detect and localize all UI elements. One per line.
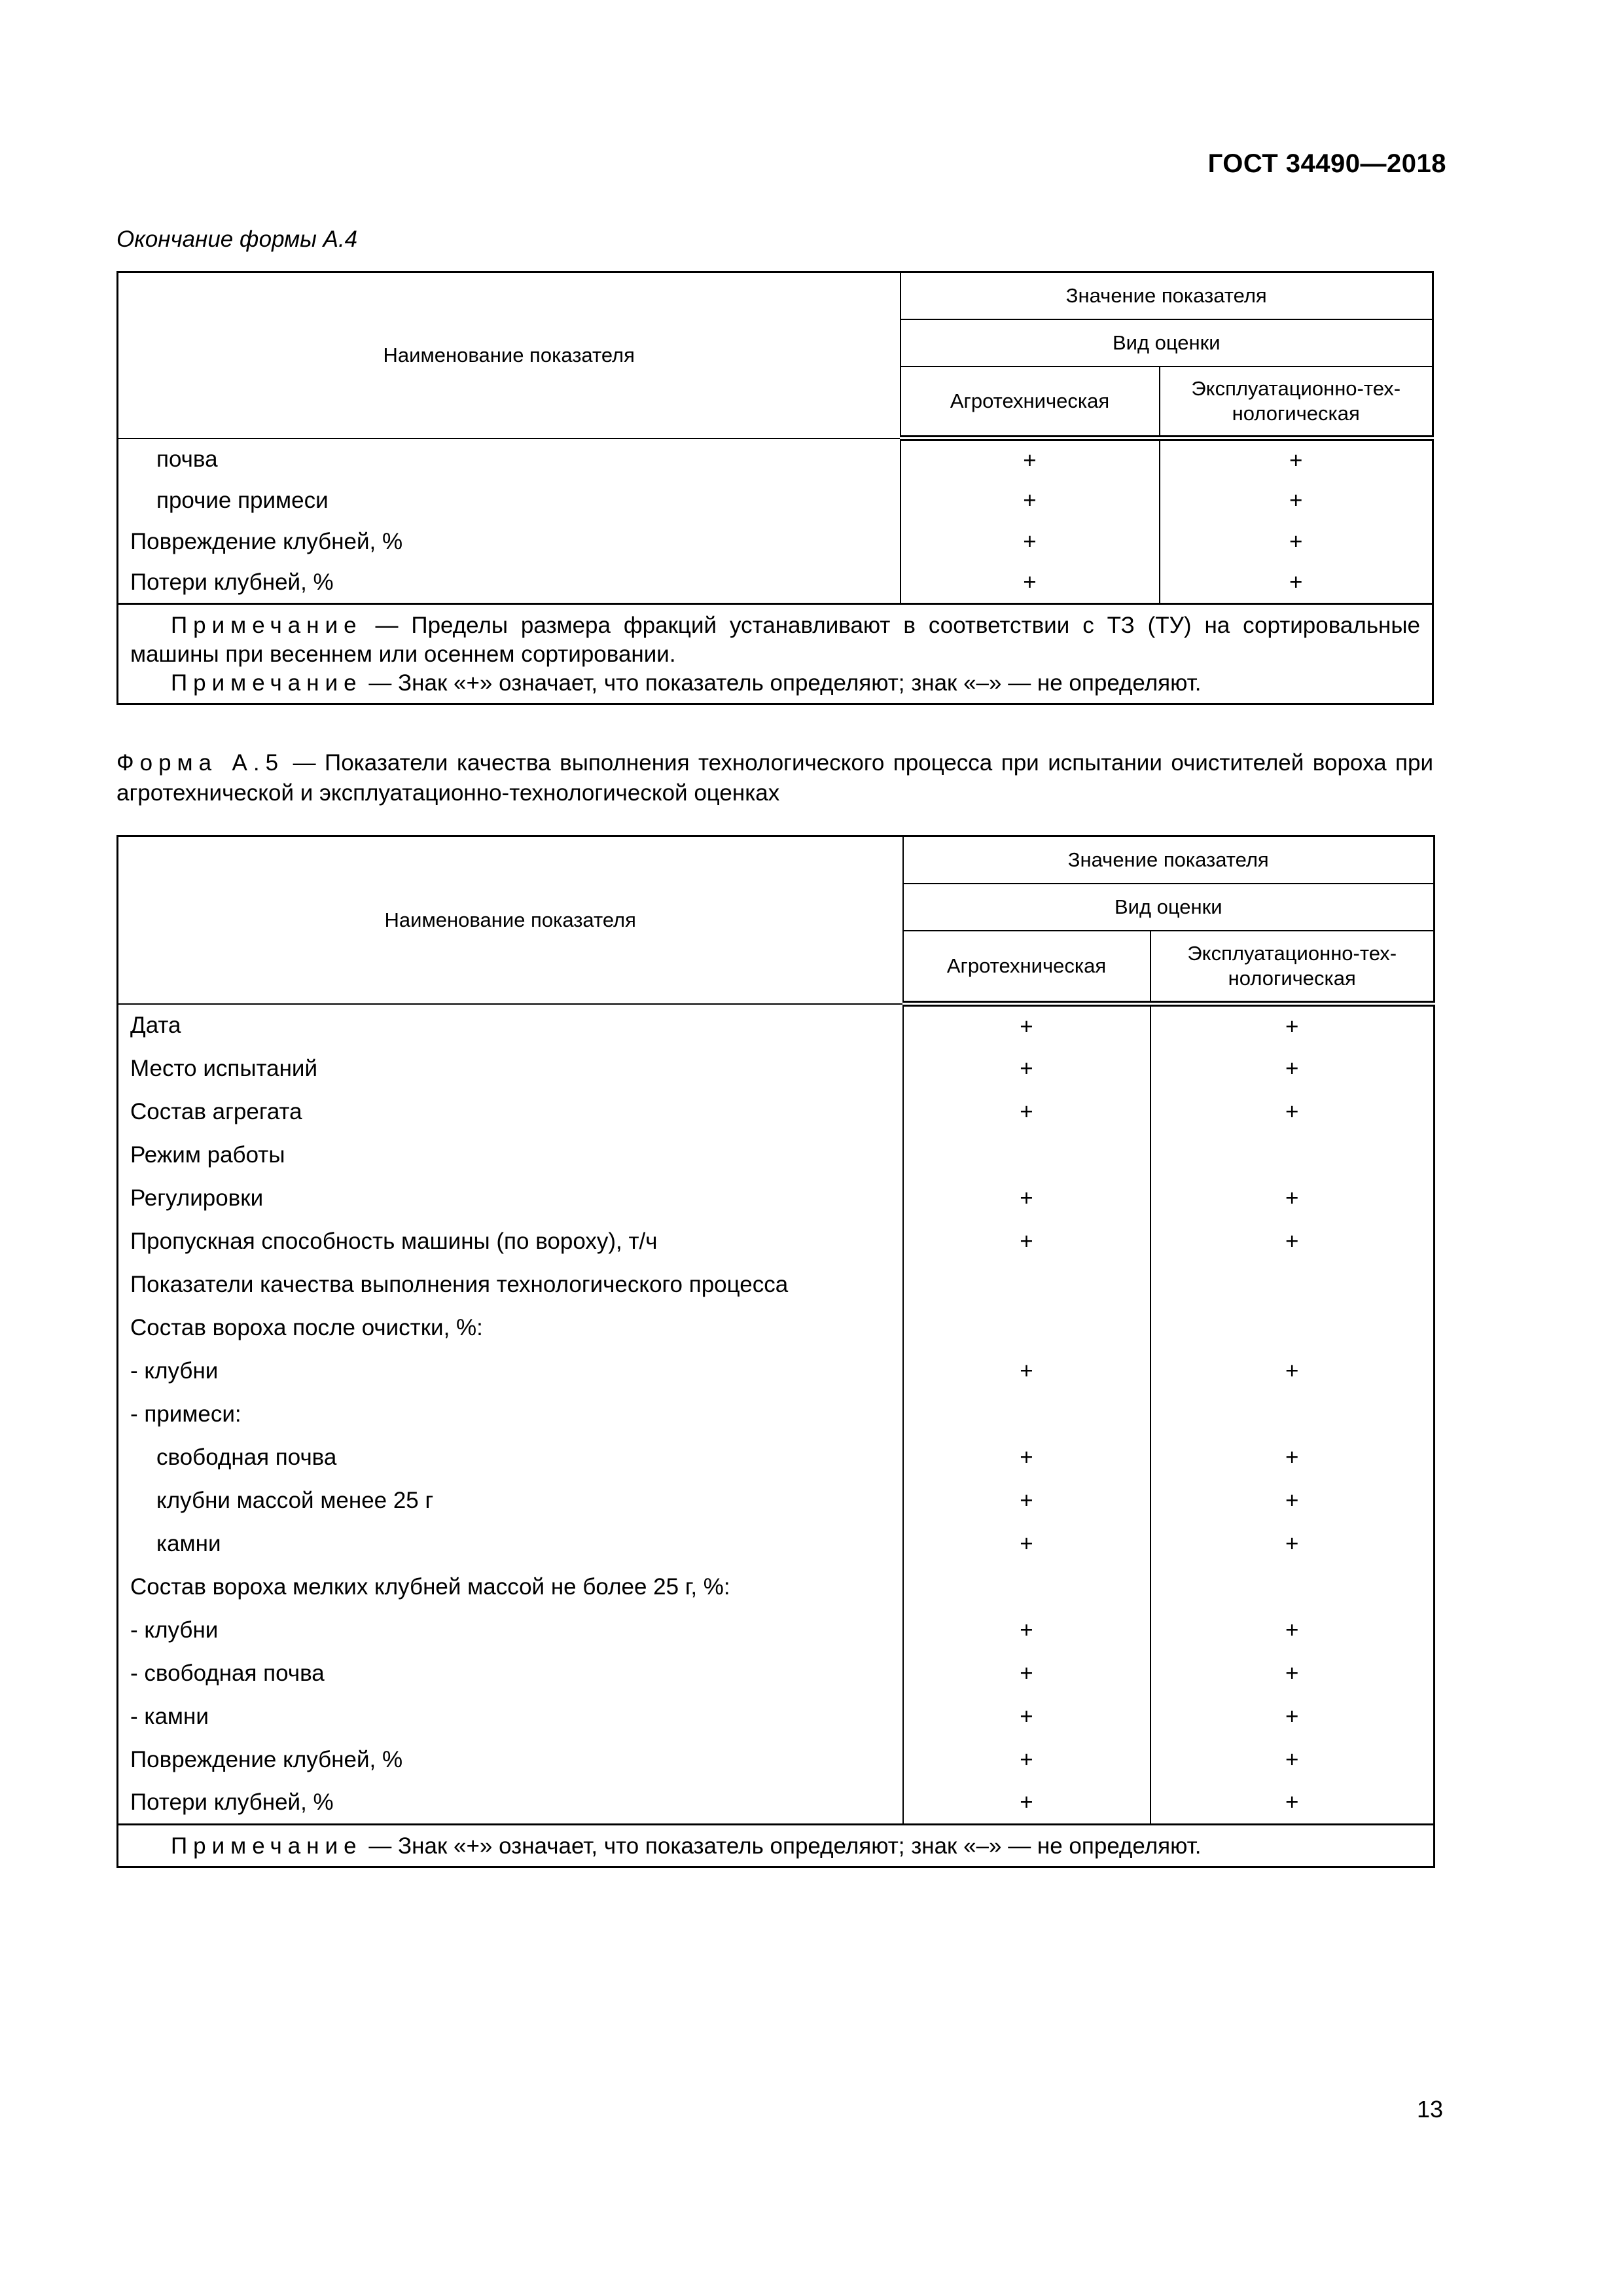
row-name: Повреждение клубней, % (130, 529, 403, 554)
form-a5-title (116, 748, 1433, 808)
row-oper-value: + (1150, 1090, 1435, 1134)
table-row (118, 522, 1433, 563)
row-agro-value: + (903, 1522, 1150, 1566)
row-agro-value: + (903, 1220, 1150, 1263)
row-agro-value: + (903, 1004, 1150, 1047)
row-agro-value: + (903, 1652, 1150, 1695)
row-name: Состав вороха после очистки, %: (130, 1314, 483, 1340)
row-agro-value: + (903, 1479, 1150, 1522)
row-name: Дата (130, 1013, 181, 1038)
row-agro-value (903, 1134, 1150, 1177)
note-text: — Знак «+» означает, что показатель определяют; знак «–» — не определяют. (362, 670, 1202, 696)
header-agro: Агротехническая (903, 931, 1150, 1004)
table-row (118, 1263, 1435, 1306)
page-number: 13 (1416, 2096, 1443, 2123)
header-indicator-value: Значение показателя (903, 836, 1435, 884)
row-agro-value (903, 1306, 1150, 1350)
row-agro-value: + (903, 1738, 1150, 1782)
row-oper-value: + (1150, 1047, 1435, 1090)
row-oper-value: + (1150, 1695, 1435, 1738)
row-name: Состав вороха мелких клубней массой не более 25 г, %: (130, 1573, 730, 1600)
row-name: Режим работы (130, 1141, 285, 1168)
row-name: свободная почва (156, 1444, 337, 1470)
row-agro-value: + (901, 522, 1160, 563)
row-oper-value: + (1150, 1782, 1435, 1825)
row-agro-value: + (903, 1350, 1150, 1393)
header-indicator-value: Значение показателя (901, 272, 1433, 319)
header-operational: Эксплуатационно-тех-нологическая (1160, 367, 1433, 439)
header-evaluation-type: Вид оценки (903, 884, 1435, 931)
row-agro-value: + (903, 1177, 1150, 1220)
row-agro-value: + (903, 1047, 1150, 1090)
table-row (118, 1566, 1435, 1609)
row-name: - свободная почва (130, 1660, 325, 1686)
row-oper-value: + (1150, 1177, 1435, 1220)
table-row (118, 1220, 1435, 1263)
row-oper-value: + (1160, 522, 1433, 563)
table-row (118, 1047, 1435, 1090)
row-oper-value: + (1150, 1220, 1435, 1263)
row-agro-value (903, 1566, 1150, 1609)
table-row (118, 1738, 1435, 1782)
row-agro-value: + (903, 1782, 1150, 1825)
table-row (118, 1004, 1435, 1047)
row-name: Повреждение клубней, % (130, 1746, 403, 1772)
row-name: почва (156, 446, 218, 472)
note (130, 1832, 1421, 1861)
row-agro-value: + (901, 439, 1160, 480)
row-name: Состав агрегата (130, 1098, 302, 1124)
row-oper-value: + (1150, 1436, 1435, 1479)
row-oper-value (1150, 1263, 1435, 1306)
row-oper-value: + (1160, 563, 1433, 604)
table-row (118, 1652, 1435, 1695)
row-agro-value: + (901, 563, 1160, 604)
note-label: Примечание (171, 613, 363, 638)
table-row (118, 1782, 1435, 1825)
table-note-row (118, 604, 1433, 704)
form-title-text: — Показатели качества выполнения технологического процесса при испытании очистителей вороха при агротехнической и эксплуатационно-технологической оценках (116, 750, 1434, 806)
document-code: ГОСТ 34490—2018 (1207, 149, 1446, 178)
header-evaluation-type: Вид оценки (901, 319, 1433, 367)
table-row (118, 1090, 1435, 1134)
row-oper-value: + (1150, 1479, 1435, 1522)
row-name: - клубни (130, 1357, 219, 1384)
row-name: Пропускная способность машины (по вороху), т/ч (130, 1228, 658, 1254)
row-oper-value: + (1150, 1522, 1435, 1566)
note-text: — Пределы размера фракций устанавливают в соответствии с ТЗ (ТУ) на сортировальные машины при весеннем или осеннем сортировании. (130, 613, 1420, 667)
row-name: - примеси: (130, 1401, 241, 1427)
row-agro-value: + (903, 1609, 1150, 1652)
table-row (118, 1609, 1435, 1652)
note-label: Примечание (171, 670, 363, 696)
row-oper-value: + (1150, 1004, 1435, 1047)
row-agro-value (903, 1263, 1150, 1306)
table-row (118, 1134, 1435, 1177)
row-oper-value (1150, 1134, 1435, 1177)
header-operational: Эксплуатационно-тех-нологическая (1150, 931, 1435, 1004)
row-agro-value: + (903, 1436, 1150, 1479)
form-label: Форма А.5 (116, 750, 285, 776)
row-agro-value: + (903, 1695, 1150, 1738)
row-agro-value: + (901, 480, 1160, 522)
table-row (118, 1695, 1435, 1738)
table-row (118, 1350, 1435, 1393)
table1-caption: Окончание формы А.4 (116, 226, 358, 252)
row-oper-value: + (1160, 439, 1433, 480)
note-text: — Знак «+» означает, что показатель определяют; знак «–» — не определяют. (362, 1833, 1202, 1859)
row-name: Показатели качества выполнения технологического процесса (130, 1271, 789, 1297)
table-row (118, 1436, 1435, 1479)
table-row (118, 1393, 1435, 1436)
row-name: Потери клубней, % (130, 1789, 334, 1815)
row-agro-value (903, 1393, 1150, 1436)
row-name: клубни массой менее 25 г (156, 1487, 434, 1513)
row-name: - клубни (130, 1617, 219, 1643)
row-name: прочие примеси (156, 488, 329, 513)
row-oper-value (1150, 1566, 1435, 1609)
header-agro: Агротехническая (901, 367, 1160, 439)
row-agro-value: + (903, 1090, 1150, 1134)
table-row (118, 1306, 1435, 1350)
row-oper-value (1150, 1306, 1435, 1350)
note (130, 611, 1420, 669)
row-oper-value: + (1160, 480, 1433, 522)
table-row (118, 1479, 1435, 1522)
row-name: Место испытаний (130, 1055, 318, 1081)
row-oper-value: + (1150, 1609, 1435, 1652)
table-row (118, 563, 1433, 604)
row-name: Потери клубней, % (130, 569, 334, 596)
row-oper-value: + (1150, 1738, 1435, 1782)
table-row (118, 480, 1433, 522)
note (130, 669, 1420, 698)
table-row (118, 439, 1433, 480)
header-indicator-name: Наименование показателя (118, 836, 903, 1004)
row-oper-value (1150, 1393, 1435, 1436)
note-label: Примечание (171, 1833, 363, 1859)
header-indicator-name: Наименование показателя (118, 272, 901, 439)
row-name: - камни (130, 1703, 209, 1729)
row-oper-value: + (1150, 1350, 1435, 1393)
row-name: Регулировки (130, 1185, 264, 1211)
table-note-row (118, 1825, 1435, 1867)
table-form-a5 (116, 835, 1435, 1868)
row-oper-value: + (1150, 1652, 1435, 1695)
table-form-a4 (116, 271, 1434, 705)
row-name: камни (156, 1530, 221, 1556)
table-row (118, 1522, 1435, 1566)
table-row (118, 1177, 1435, 1220)
